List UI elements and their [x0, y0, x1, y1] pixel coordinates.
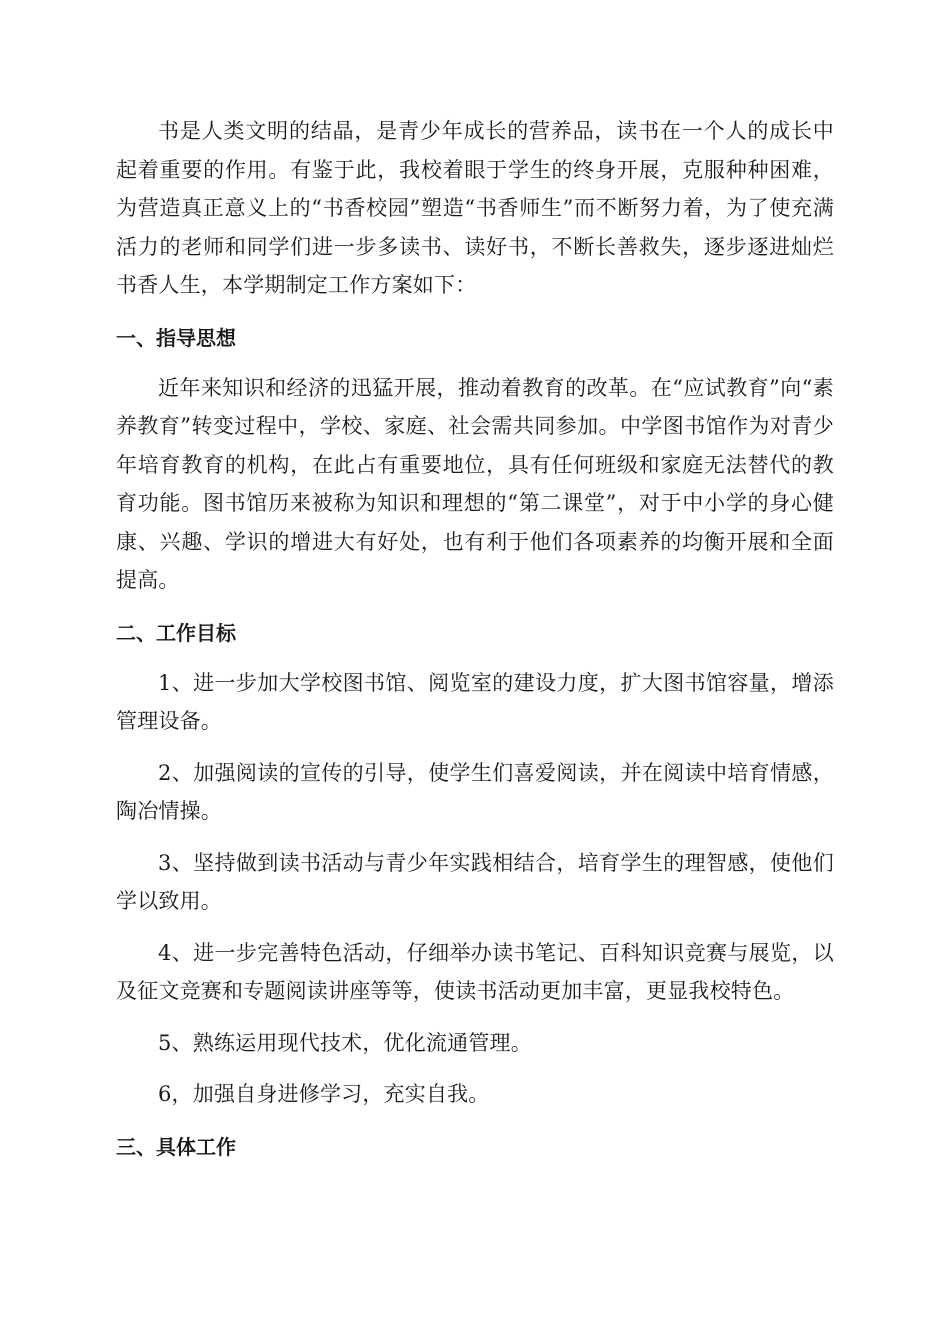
goal-item-3: 3、坚持做到读书活动与青少年实践相结合，培育学生的理智感，使他们学以致用。 [116, 850, 834, 913]
guiding-thought-paragraph: 近年来知识和经济的迅猛开展，推动着教育的改革。在“应试教育”向“素养教育”转变过程中，学校、家庭、社会需共同参加。中学图书馆作为对青少年培育教育的机构，在此占有重要地位，具有任何班级和家庭无法替代的教育功能。图书馆历来被称为知识和理想的“第二课堂”，对于中小学的身心健康、兴趣、学识的增进大有好处，也有利于他们各项素养的均衡开展和全面提高。 [116, 375, 834, 592]
section-heading-guiding-thought: 一、指导思想 [116, 325, 236, 350]
goal-item-1: 1、进一步加大学校图书馆、阅览室的建设力度，扩大图书馆容量，增添管理设备。 [116, 670, 834, 733]
document-page [116, 112, 834, 1178]
goal-item-2: 2、加强阅读的宣传的引导，使学生们喜爱阅读，并在阅读中培育情感，陶冶情操。 [116, 760, 834, 823]
section-heading-specific-work: 三、具体工作 [116, 1134, 236, 1159]
section-heading-work-goals: 二、工作目标 [116, 620, 236, 645]
goal-item-5: 5、熟练运用现代技术，优化流通管理。 [158, 1030, 532, 1055]
goal-item-6: 6，加强自身进修学习，充实自我。 [158, 1082, 490, 1106]
goal-item-4: 4、进一步完善特色活动，仔细举办读书笔记、百科知识竞赛与展览，以及征文竞赛和专题阅读讲座等等，使读书活动更加丰富，更显我校特色。 [116, 940, 834, 1003]
intro-paragraph: 书是人类文明的结晶，是青少年成长的营养品，读书在一个人的成长中起着重要的作用。有鉴于此，我校着眼于学生的终身开展，克服种种困难，为营造真正意义上的“书香校园”塑造“书香师生”而不断努力着，为了使充满活力的老师和同学们进一步多读书、读好书，不断长善救失，逐步逐进灿烂书香人生，本学期制定工作方案如下： [116, 119, 834, 297]
